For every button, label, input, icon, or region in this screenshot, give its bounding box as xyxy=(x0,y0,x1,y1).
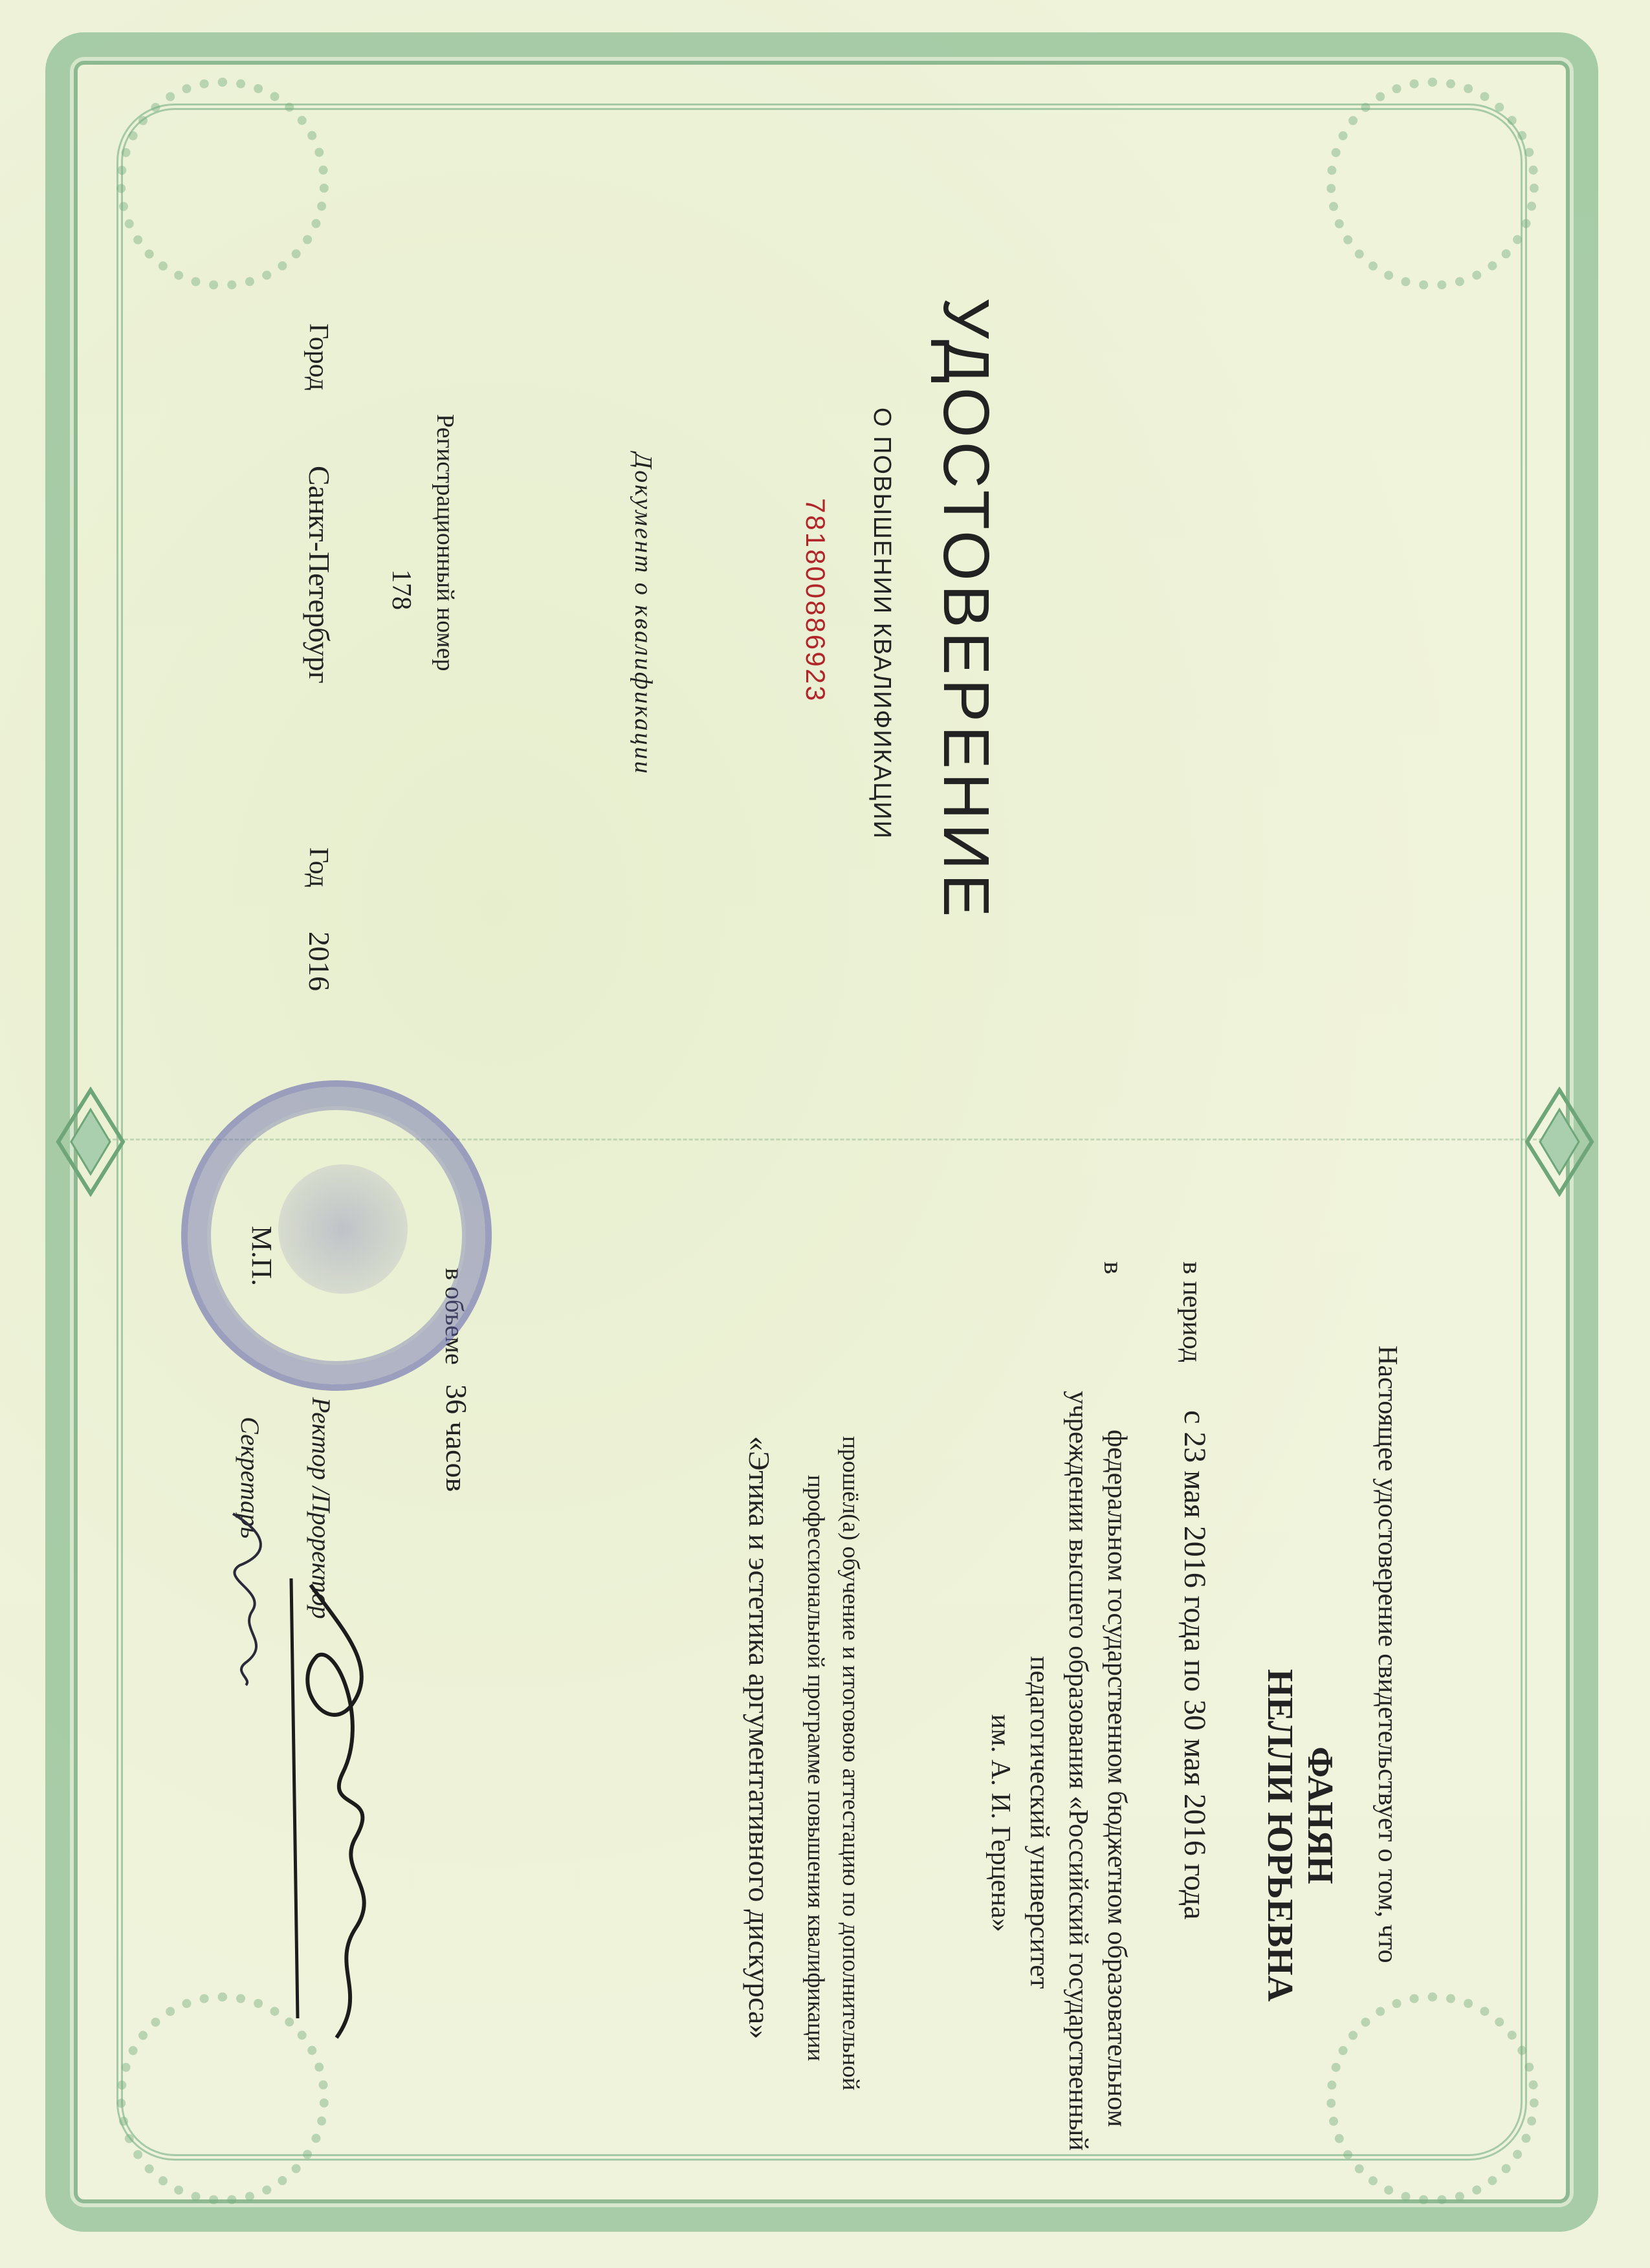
institution-line-1: федеральном государственном бюджетном образовательном xyxy=(1102,1430,1132,2128)
volume-value: 36 часов xyxy=(440,1384,473,1492)
year-label: Год xyxy=(303,847,333,888)
city-value: Санкт-Петербург xyxy=(303,466,336,684)
period-label: в период xyxy=(1177,1261,1207,1363)
institution-line-4: им. А. И. Герцена» xyxy=(985,1714,1015,1932)
completed-line-1: прошёл(а) обучение и итоговою аттестацию по дополнительной xyxy=(837,1436,864,2091)
program-title: «Этика и эстетика аргументативного дискурса» xyxy=(743,1436,776,2040)
document-subtitle: О ПОВЫШЕНИИ КВАЛИФИКАЦИИ xyxy=(868,408,896,840)
registration-number: 178 xyxy=(386,569,416,610)
institution-line-2: учреждении высшего образования «Российский государственный xyxy=(1063,1391,1093,2151)
holder-first-names: НЕЛЛИ ЮРЬЕВНА xyxy=(1260,1669,1300,2002)
serial-number: 781800886923 xyxy=(800,498,831,703)
stamp-place-label: М.П. xyxy=(246,1226,278,1286)
year-value: 2016 xyxy=(303,932,336,991)
rector-label: Ректор /Проректор xyxy=(307,1397,336,1619)
volume-label: в объеме xyxy=(440,1268,469,1365)
secretary-signature-icon xyxy=(214,1507,291,1688)
eagle-emblem-icon xyxy=(278,1164,408,1294)
document-title: УДОСТОВЕРЕНИЕ xyxy=(930,298,1002,921)
official-seal-stamp xyxy=(181,1080,492,1391)
completed-line-2: профессиональной программе повышения квалификации xyxy=(802,1475,829,2062)
intro-text: Настоящее удостоверение свидетельствует о том, что xyxy=(1372,1346,1402,1963)
institution-line-3: педагогический университет xyxy=(1024,1656,1054,1989)
secretary-label: Секретарь xyxy=(236,1417,265,1539)
registration-label: Регистрационный номер xyxy=(432,414,459,671)
city-label: Город xyxy=(303,323,333,391)
in-label: в xyxy=(1098,1261,1128,1274)
holder-last-name: ФАНЯН xyxy=(1300,1747,1340,1884)
period-dates: с 23 мая 2016 года по 30 мая 2016 года xyxy=(1178,1410,1212,1920)
document-caption: Документ о квалификации xyxy=(630,453,657,776)
